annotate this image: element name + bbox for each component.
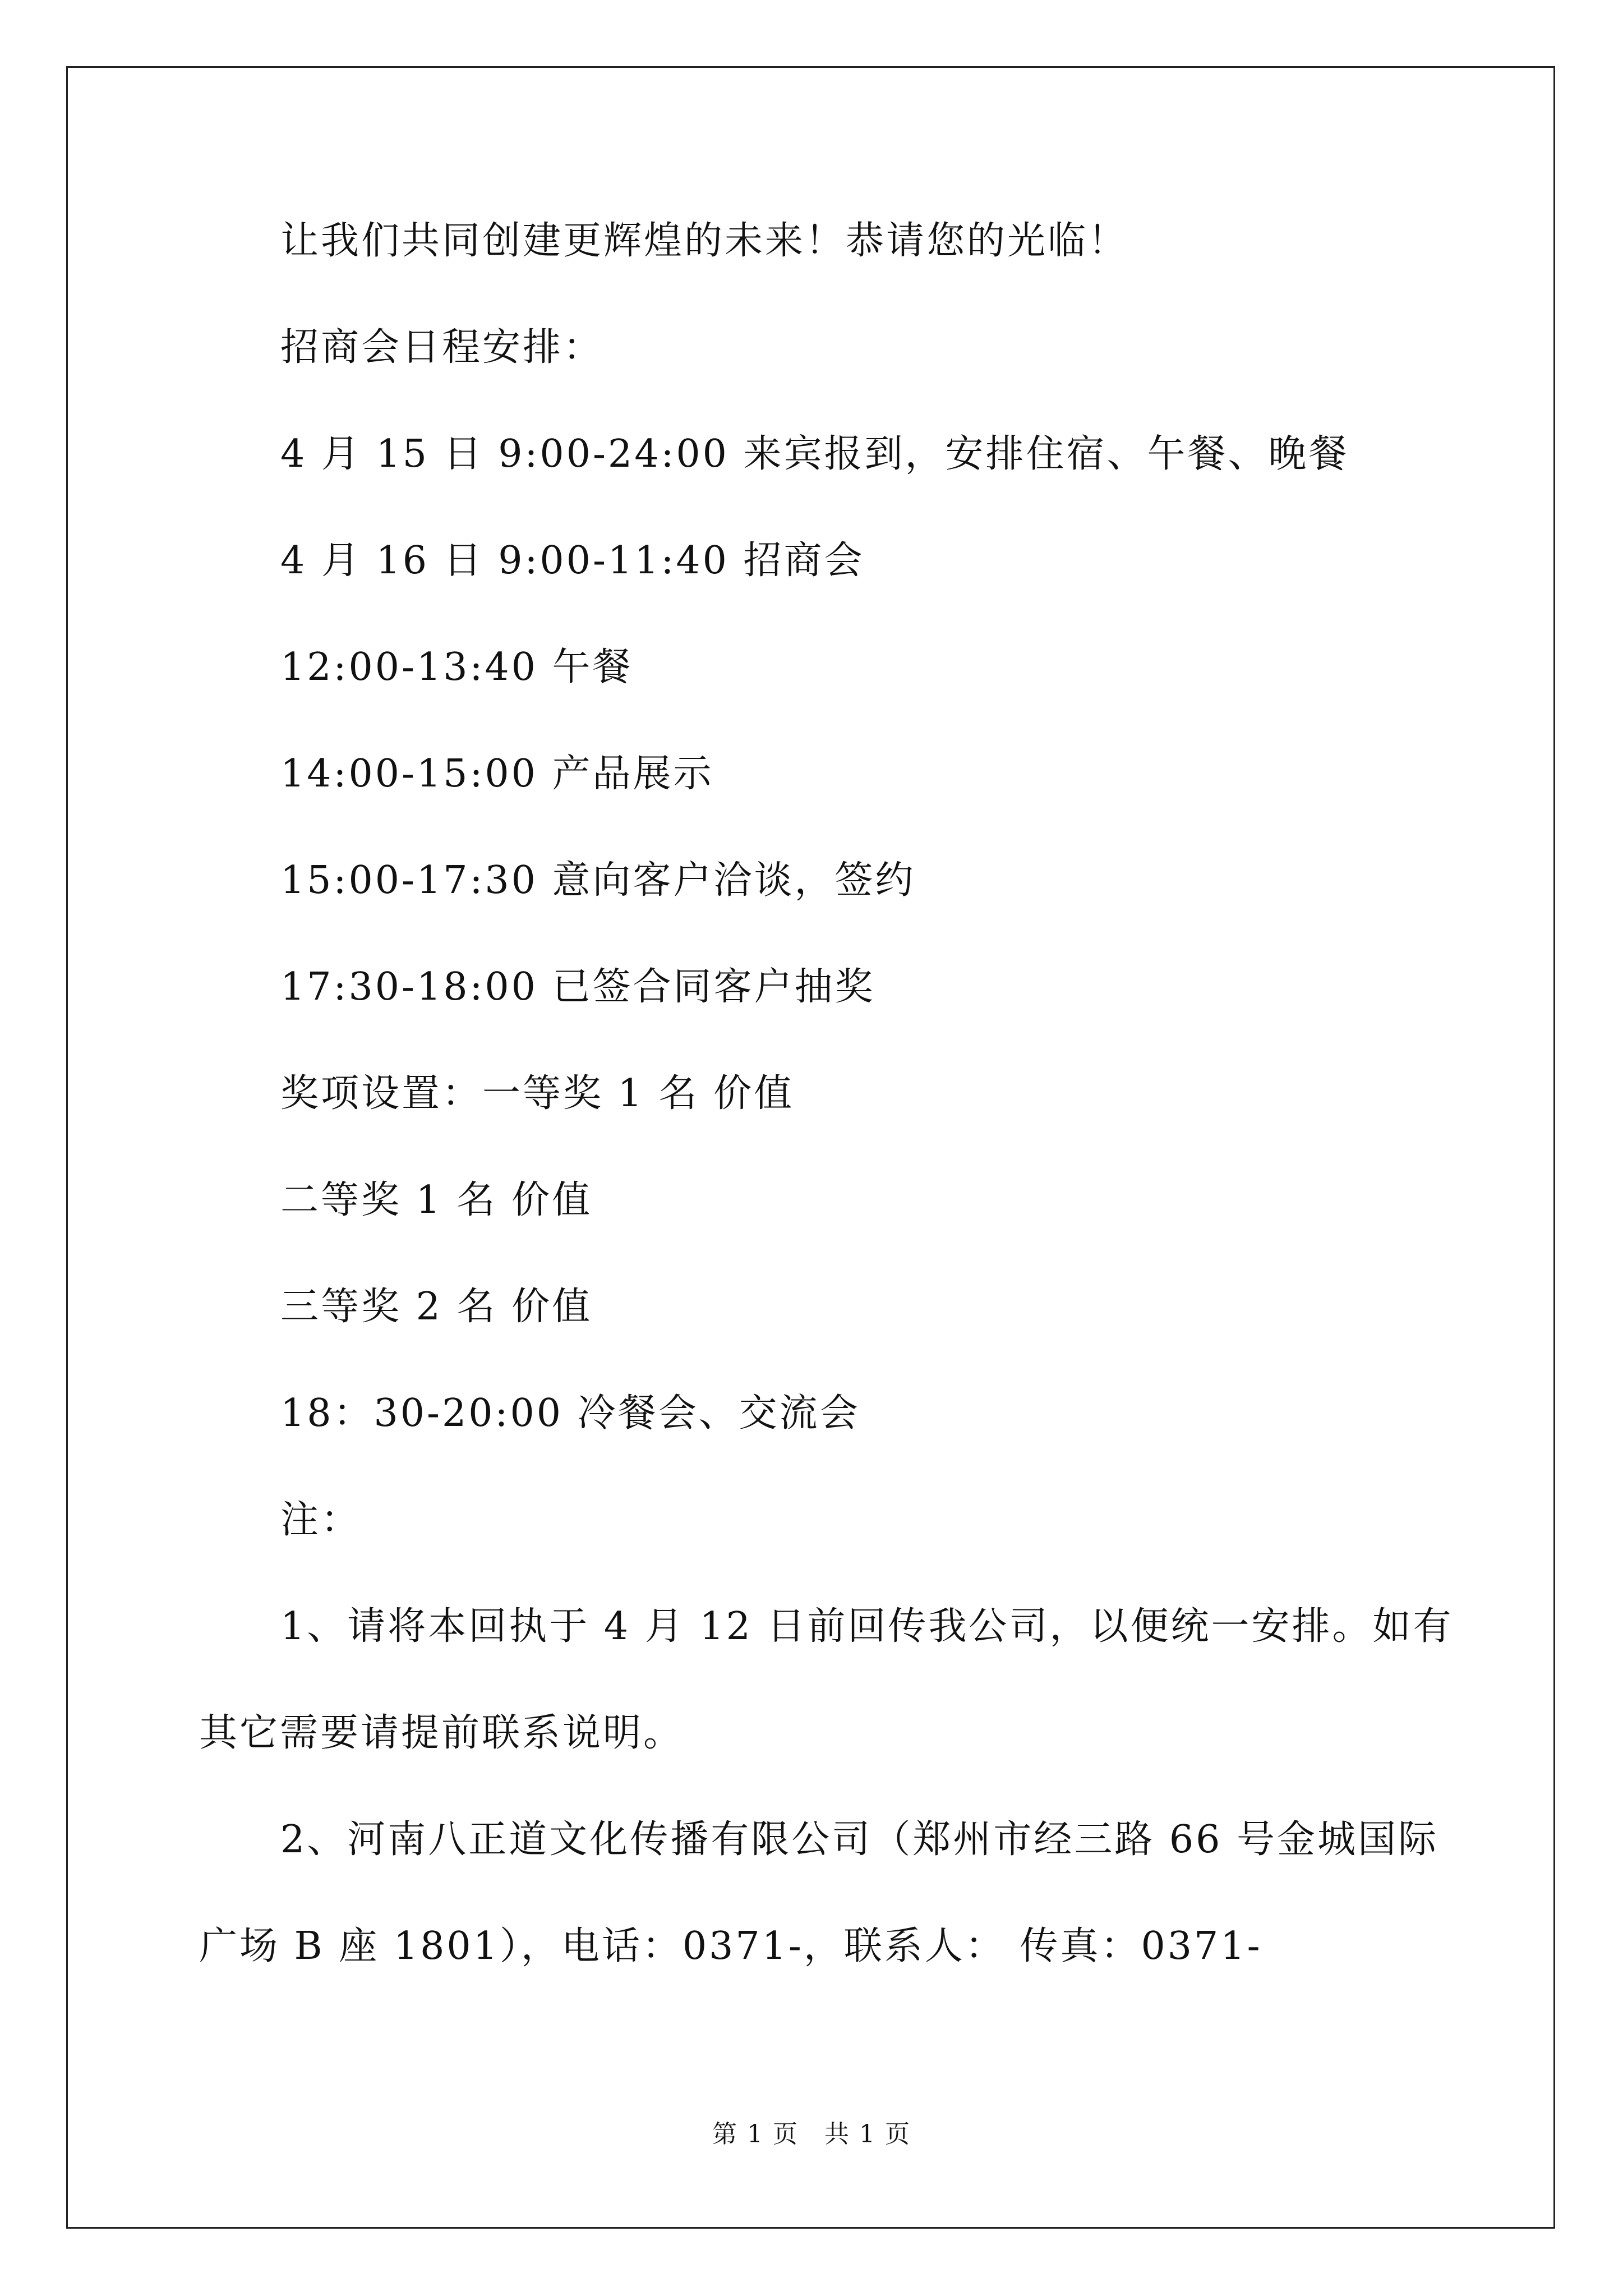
prize-third: 三等奖 2 名 价值 [280, 1285, 593, 1329]
prize-first: 奖项设置：一等奖 1 名 价值 [280, 1071, 795, 1116]
schedule-item-apr16-meeting: 4 月 16 日 9:00-11:40 招商会 [280, 539, 865, 583]
prize-second: 二等奖 1 名 价值 [280, 1178, 593, 1222]
note-2-line-2: 广场 B 座 1801），电话：0371-，联系人： 传真：0371- [199, 1924, 1262, 1968]
paragraph-schedule-heading: 招商会日程安排： [280, 325, 604, 370]
schedule-item-product-show: 14:00-15:00 产品展示 [280, 752, 714, 796]
notes-heading: 注： [280, 1498, 362, 1542]
schedule-item-reception: 18：30-20:00 冷餐会、交流会 [280, 1391, 860, 1435]
note-1-line-2: 其它需要请提前联系说明。 [199, 1711, 684, 1755]
note-1-line-1: 1、请将本回执于 4 月 12 日前回传我公司，以便统一安排。如有 [280, 1604, 1454, 1649]
note-2-line-1: 2、河南八正道文化传播有限公司（郑州市经三路 66 号金城国际 [280, 1818, 1439, 1862]
page-number-footer: 第 1 页 共 1 页 [712, 2120, 911, 2148]
schedule-item-lunch: 12:00-13:40 午餐 [280, 645, 633, 689]
paragraph-closing-invitation: 让我们共同创建更辉煌的未来！恭请您的光临！ [280, 219, 1129, 263]
schedule-item-lottery: 17:30-18:00 已签合同客户抽奖 [280, 965, 875, 1009]
schedule-item-apr15: 4 月 15 日 9:00-24:00 来宾报到，安排住宿、午餐、晚餐 [280, 432, 1349, 476]
schedule-item-negotiation: 15:00-17:30 意向客户洽谈，签约 [280, 858, 916, 903]
